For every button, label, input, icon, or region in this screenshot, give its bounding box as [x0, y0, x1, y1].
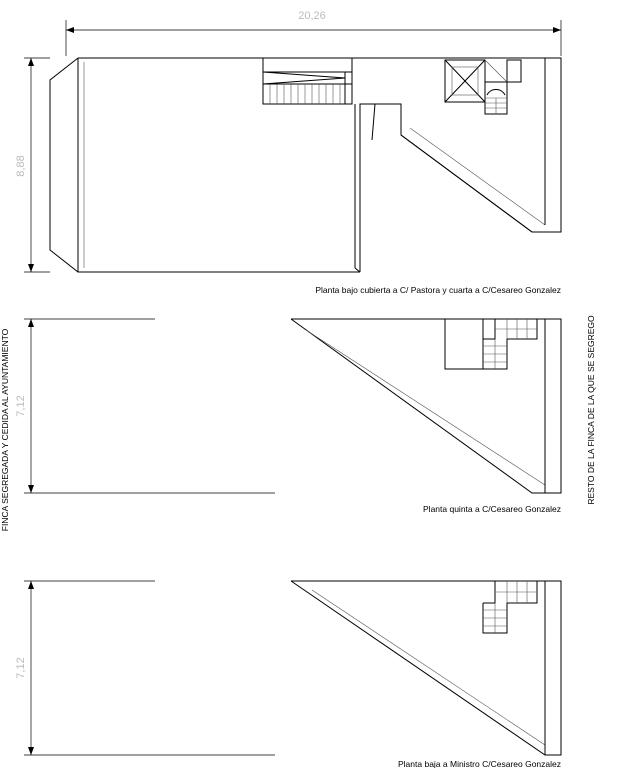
- top-dimension: [66, 10, 561, 56]
- plan3-caption: Planta baja a Ministro C/Cesareo Gonzalez: [398, 759, 561, 768]
- plan2-height-label: 7,12: [15, 395, 27, 417]
- plan2-height-dimension: [15, 319, 275, 493]
- plan3-stair: [483, 581, 537, 633]
- plan1-caption: Planta bajo cubierta a C/ Pastora y cuarta a C/Cesareo Gonzalez: [315, 285, 561, 295]
- plan2-caption: Planta quinta a C/Cesareo Gonzalez: [423, 504, 561, 514]
- plan2-stair: [483, 319, 537, 369]
- plan3-drawing: [291, 581, 561, 755]
- left-side-label: FINCA SEGREGADA Y CEDIDA AL AYUNTAMIENTO: [0, 328, 10, 532]
- plan1-height-label: 8,88: [15, 155, 27, 177]
- plan1-drawing: [50, 58, 561, 272]
- plan1-height-dimension: [15, 58, 50, 272]
- top-width-label: 20,26: [298, 10, 326, 22]
- plan2-drawing: [291, 319, 561, 493]
- plan3-height-label: 7,12: [15, 657, 27, 679]
- plan1-stair-treads: [270, 84, 340, 104]
- plan3-height-dimension: [15, 581, 275, 755]
- right-side-label: RESTO DE LA FINCA DE LA QUE SE SEGREGO: [586, 315, 596, 505]
